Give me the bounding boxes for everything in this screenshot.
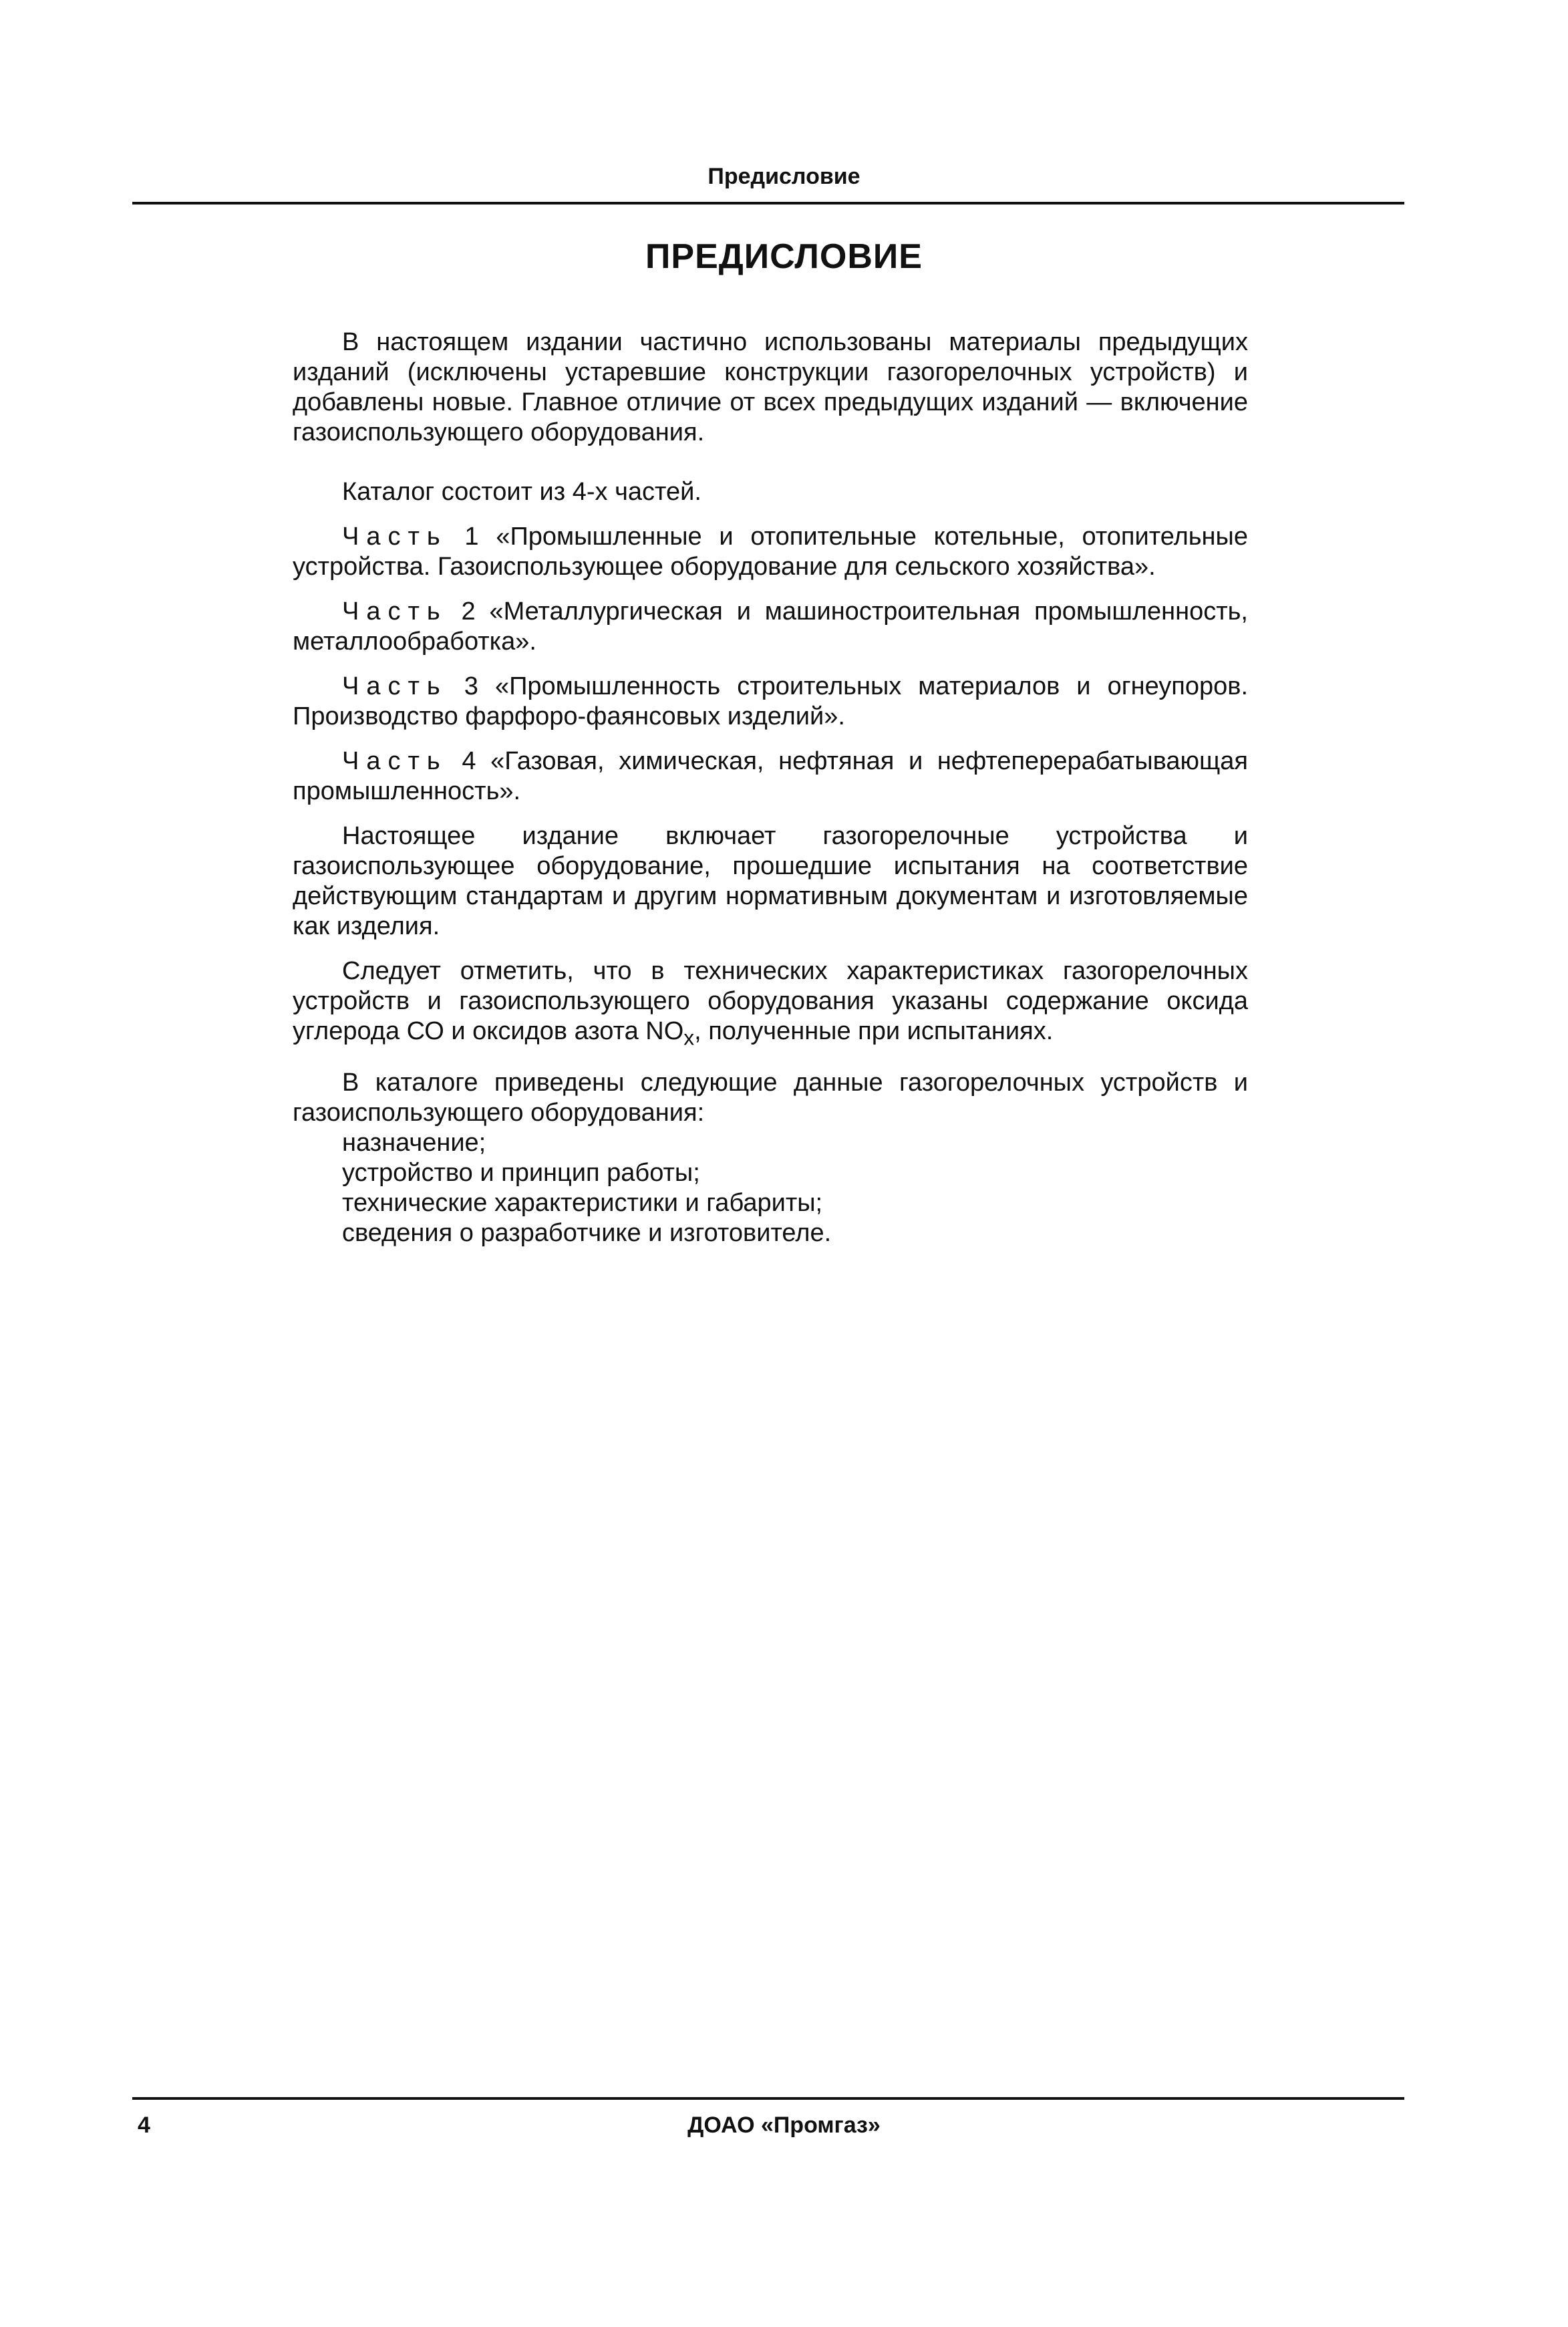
part-3-paragraph — [293, 672, 1248, 732]
list-item: назначение; — [342, 1128, 486, 1157]
list-item: сведения о разработчике и изготовителе. — [342, 1218, 832, 1247]
list-item: устройство и принцип работы; — [342, 1158, 700, 1187]
note-subscript: x — [683, 1025, 695, 1050]
scope-paragraph: Настоящее издание включает газогорелочные устройства и газоиспользующее оборудование, прошедшие испытания на соответствие действующим стандартам и другим нормативным документам и изготовляемые как изделия. — [293, 822, 1248, 940]
part-number: 1 — [464, 523, 479, 551]
data-list — [293, 1128, 1248, 1248]
running-header: Предисловие — [708, 164, 860, 189]
part-number: 2 — [461, 597, 476, 626]
part-title: «Промышленность строительных материалов и огнеупоров. Производство фарфоро-фаянсовых изделий». — [293, 672, 1249, 730]
part-title: «Промышленные и отопительные котельные, отопительные устройства. Газоиспользующее оборудование для сельского хозяйства». — [293, 523, 1248, 581]
header-rule — [132, 202, 1404, 204]
footer-rule — [132, 2097, 1404, 2100]
part-4-paragraph — [293, 746, 1248, 807]
part-number: 3 — [464, 672, 478, 700]
part-label: Часть — [342, 523, 448, 551]
part-1-paragraph — [293, 522, 1248, 582]
catalog-summary: Каталог состоит из 4-х частей. — [342, 478, 701, 506]
note-text-before: Следует отметить, что в технических характеристиках газогорелочных устройств и газоиспользующего оборудования указаны содержание оксида углерода СО и оксидов азота NO — [293, 957, 1248, 1045]
note-paragraph — [293, 956, 1248, 1053]
list-item: технические характеристики и габариты; — [342, 1188, 823, 1217]
publisher-name: ДОАО «Промгаз» — [687, 2112, 881, 2138]
intro-paragraph: В настоящем издании частично использованы материалы предыдущих изданий (исключены устаревшие конструкции газогорелочных устройств) и добавлены новые. Главное отличие от всех предыдущих изданий — включение газоиспользующего оборудования. — [293, 328, 1248, 446]
note-text-after: , полученные при испытаниях. — [694, 1017, 1054, 1045]
part-number: 4 — [462, 747, 476, 775]
part-label: Часть — [342, 747, 448, 775]
part-2-paragraph — [293, 597, 1248, 657]
page-title: ПРЕДИСЛОВИЕ — [645, 237, 923, 276]
data-list-intro: В каталоге приведены следующие данные газогорелочных устройств и газоиспользующего оборудования: — [293, 1068, 1248, 1127]
part-title: «Металлургическая и машиностроительная промышленность, металлообработка». — [293, 597, 1248, 656]
body-text — [293, 327, 1248, 1248]
part-title: «Газовая, химическая, нефтяная и нефтеперерабатывающая промышленность». — [293, 747, 1249, 805]
part-label: Часть — [342, 672, 448, 700]
page-number: 4 — [138, 2112, 150, 2138]
part-label: Часть — [342, 597, 448, 626]
